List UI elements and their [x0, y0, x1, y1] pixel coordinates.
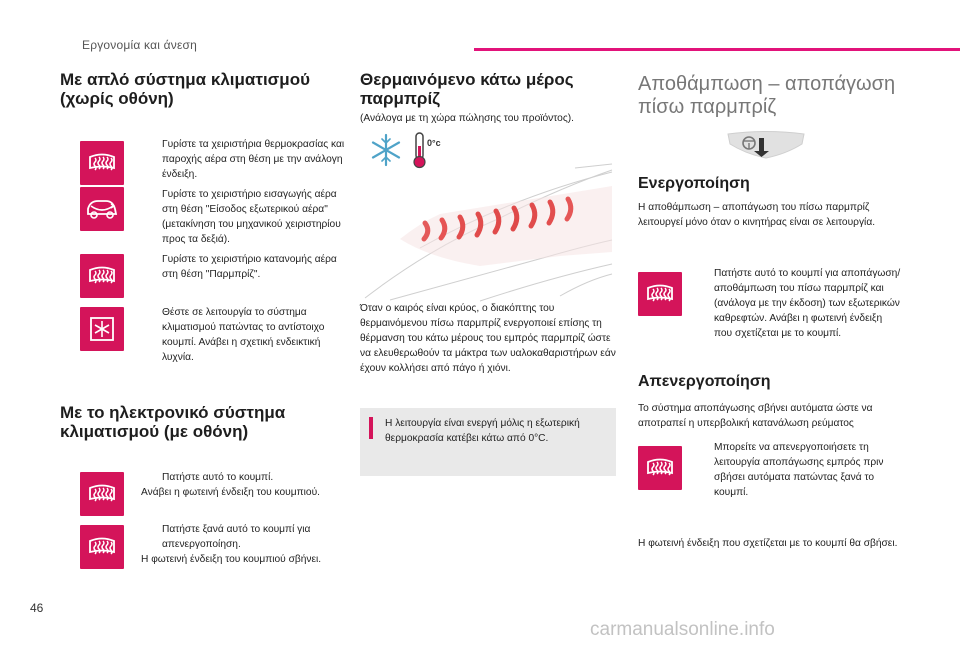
rear-defrost-icon [80, 254, 124, 298]
step-6-note: Η φωτεινή ένδειξη του κουμπιού σβήνει. [141, 554, 322, 565]
step-1 [141, 137, 353, 182]
activate-heading: Ενεργοποίηση [638, 175, 750, 192]
section-header: Εργονομία και άνεση [82, 38, 197, 52]
step-2 [141, 187, 353, 247]
rear-defrost-icon [80, 525, 124, 569]
col3-title: Αποθάμπωση – αποπάγωση πίσω παρμπρίζ [638, 73, 896, 118]
step-5 [141, 470, 353, 485]
header-accent-bar [474, 48, 960, 51]
step-6 [141, 522, 353, 552]
step-text: Μπορείτε να απενεργοποιήσετε τη λειτουργία αποπάγωσης εμπρός πριν σβήσει αυτόματα πατώντας ξανά το κουμπί. [714, 442, 884, 498]
rear-defrost-icon [80, 141, 124, 185]
air-intake-exterior-icon [80, 187, 124, 231]
step-4 [141, 305, 353, 365]
step-text: Θέστε σε λειτουργία το σύστημα κλιματισμού πατώντας το αντίστοιχο κουμπί. Ανάβει η σχετική ενδεικτική λυχνία. [162, 307, 325, 363]
step-5-note: Ανάβει η φωτεινή ένδειξη του κουμπιού. [141, 487, 320, 498]
info-note-text: Η λειτουργία είναι ενεργή μόλις η εξωτερική θερμοκρασία κατέβει κάτω από 0°C. [385, 418, 580, 444]
step-text: Πατήστε ξανά αυτό το κουμπί για απενεργοποίηση. [162, 524, 311, 550]
rear-defrost-icon [80, 472, 124, 516]
deactivate-heading: Απενεργοποίηση [638, 373, 771, 390]
rear-defrost-icon [638, 272, 682, 316]
step-text: Γυρίστε τα χειριστήρια θερμοκρασίας και παροχής αέρα στη θέση με την ανάλογη ένδειξη. [162, 139, 345, 180]
step-text: Πατήστε αυτό το κουμπί για αποπάγωση/αποθάμπωση του πίσω παρμπρίζ και (ανάλογα με την έκδοση) των εξωτερικών καθρεφτών. Ανάβει η φωτεινή ένδειξη που σχετίζεται με το κουμπί. [714, 268, 901, 339]
watermark: carmanualsonline.info [590, 619, 775, 640]
step-3 [141, 252, 353, 282]
step-activate [693, 266, 903, 341]
temperature-label: 0°c [427, 138, 441, 148]
snowflake-icon [373, 135, 399, 165]
activate-text: Η αποθάμπωση – αποπάγωση του πίσω παρμπρίζ λειτουργεί μόνο όταν ο κινητήρας είναι σε λειτουργία. [638, 202, 876, 228]
col1-title2: Με το ηλεκτρονικό σύστημα κλιματισμού (με οθόνη) [60, 403, 286, 441]
info-icon [369, 417, 373, 439]
deactivate-text: Το σύστημα αποπάγωσης σβήνει αυτόματα ώστε να αποτραπεί η υπερβολική κατανάλωση ρεύματος [638, 403, 873, 429]
footer-text: Η φωτεινή ένδειξη που σχετίζεται με το κουμπί θα σβήσει. [638, 538, 898, 549]
page-number: 46 [30, 601, 44, 615]
info-note [360, 408, 616, 476]
col2-title: Θερμαινόμενο κάτω μέρος παρμπρίζ [360, 70, 574, 108]
ac-snowflake-icon [80, 307, 124, 351]
step-text: Πατήστε αυτό το κουμπί. [162, 472, 274, 483]
step-text: Γυρίστε το χειριστήριο κατανομής αέρα στη θέση "Παρμπρίζ". [162, 254, 337, 280]
col1-title: Με απλό σύστημα κλιματισμού (χωρίς οθόνη) [60, 70, 310, 108]
rear-window-button-illustration [726, 130, 806, 160]
col2-body: Όταν ο καιρός είναι κρύος, ο διακόπτης του θερμαινόμενου πίσω παρμπρίζ ενεργοποιεί επίσης τη θέρμανση του κάτω μέρους του εμπρός παρμπρίζ ώστε να ελευθερωθούν τα μάκτρα των υαλοκαθαριστήρων εάν έχουν κολλήσει από πάγο ή χιόνι. [360, 303, 616, 374]
step-text: Γυρίστε το χειριστήριο εισαγωγής αέρα στη θέση "Είσοδος εξωτερικού αέρα" (μετακίνηση του μηχανικού χειριστηρίου προς τα δεξιά). [162, 189, 341, 245]
heated-windscreen-illustration [360, 128, 617, 303]
col2-subtitle: (Ανάλογα με τη χώρα πώλησης του προϊόντος). [360, 113, 574, 124]
rear-defrost-icon [638, 446, 682, 490]
thermometer-icon [414, 133, 425, 168]
step-deactivate [693, 440, 903, 500]
